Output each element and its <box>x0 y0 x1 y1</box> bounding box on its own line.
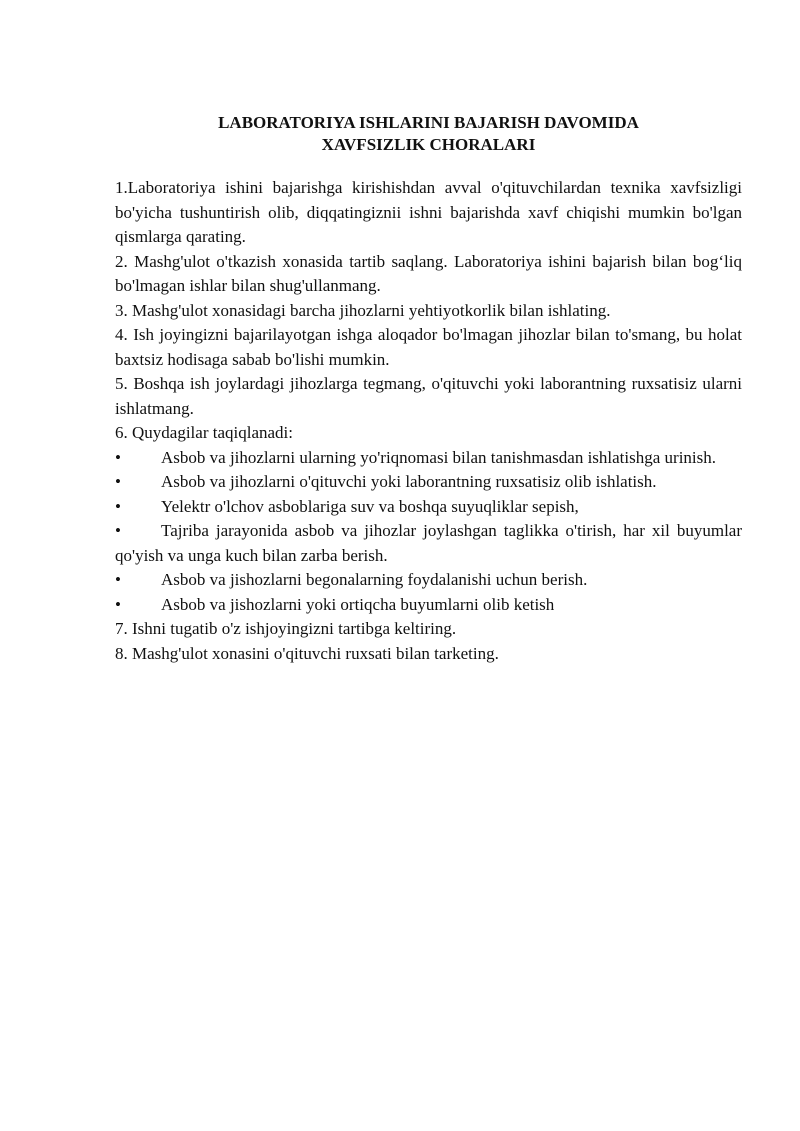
prohibited-item-3 <box>115 495 742 520</box>
prohibited-item-6 <box>115 593 742 618</box>
title-line-1: LABORATORIYA ISHLARINI BAJARISH DAVOMIDA <box>218 113 639 132</box>
rule-5: 5. Boshqa ish joylardagi jihozlarga tegmang, o'qituvchi yoki laborantning ruxsatisiz ularni ishlatmang. <box>115 374 742 418</box>
prohibited-item-4 <box>115 519 742 568</box>
rule-2: 2. Mashg'ulot o'tkazish xonasida tartib saqlang. Laboratoriya ishini bajarish bilan bog‘liq bo'lmagan ishlar bilan shug'ullanmang. <box>115 251 742 295</box>
bullet-marker: • <box>115 570 121 589</box>
prohibited-item-text: Asbob va jihozlarni ularning yo'riqnomasi bilan tanishmasdan ishlatishga urinish. <box>161 447 717 467</box>
rule-6: 6. Quydagilar taqiqlanadi: <box>115 423 293 442</box>
rule-4: 4. Ish joyingizni bajarilayotgan ishga aloqador bo'lmagan jihozlar bilan to'smang, bu holat baxtsiz hodisaga sabab bo'lishi mumkin. <box>115 325 742 369</box>
prohibited-item-1 <box>115 446 742 471</box>
bullet-marker: • <box>115 472 121 491</box>
rule-7: 7. Ishni tugatib o'z ishjoyingizni tartibga keltiring. <box>115 619 457 638</box>
prohibited-item-5 <box>115 568 742 593</box>
rule-3: 3. Mashg'ulot xonasidagi barcha jihozlarni yehtiyotkorlik bilan ishlating. <box>115 300 611 320</box>
prohibited-item-text: Yelektr o'lchov asboblariga suv va boshqa suyuqliklar sepish, <box>161 496 579 516</box>
rule-8: 8. Mashg'ulot xonasini o'qituvchi ruxsati bilan tarketing. <box>115 643 499 663</box>
prohibited-item-text: Asbob va jihozlarni o'qituvchi yoki laborantning ruxsatisiz olib ishlatish. <box>161 472 657 491</box>
bullet-marker: • <box>115 521 121 540</box>
bullet-marker: • <box>115 496 121 516</box>
prohibited-item-text: Tajriba jarayonida asbob va jihozlar joylashgan taglikka o'tirish, har xil buyumlar qo'yish va unga kuch bilan zarba berish. <box>115 521 742 565</box>
prohibited-item-text: Asbob va jishozlarni yoki ortiqcha buyumlarni olib ketish <box>161 594 555 614</box>
rule-1: 1.Laboratoriya ishini bajarishga kirishishdan avval o'qituvchilardan texnika xavfsizligi bo'yicha tushuntirish olib, diqqatingiznii ishni bajarishda xavf chiqishi mumkin bo'lgan qismlarga qarating. <box>115 178 742 246</box>
prohibited-item-text: Asbob va jishozlarni begonalarning foydalanishi uchun berish. <box>161 570 588 589</box>
bullet-marker: • <box>115 594 121 614</box>
bullet-marker: • <box>115 447 121 467</box>
title-line-2: XAVFSIZLIK CHORALARI <box>321 135 536 154</box>
document-page <box>115 112 742 666</box>
document-title <box>115 112 742 156</box>
prohibited-item-2 <box>115 470 742 495</box>
